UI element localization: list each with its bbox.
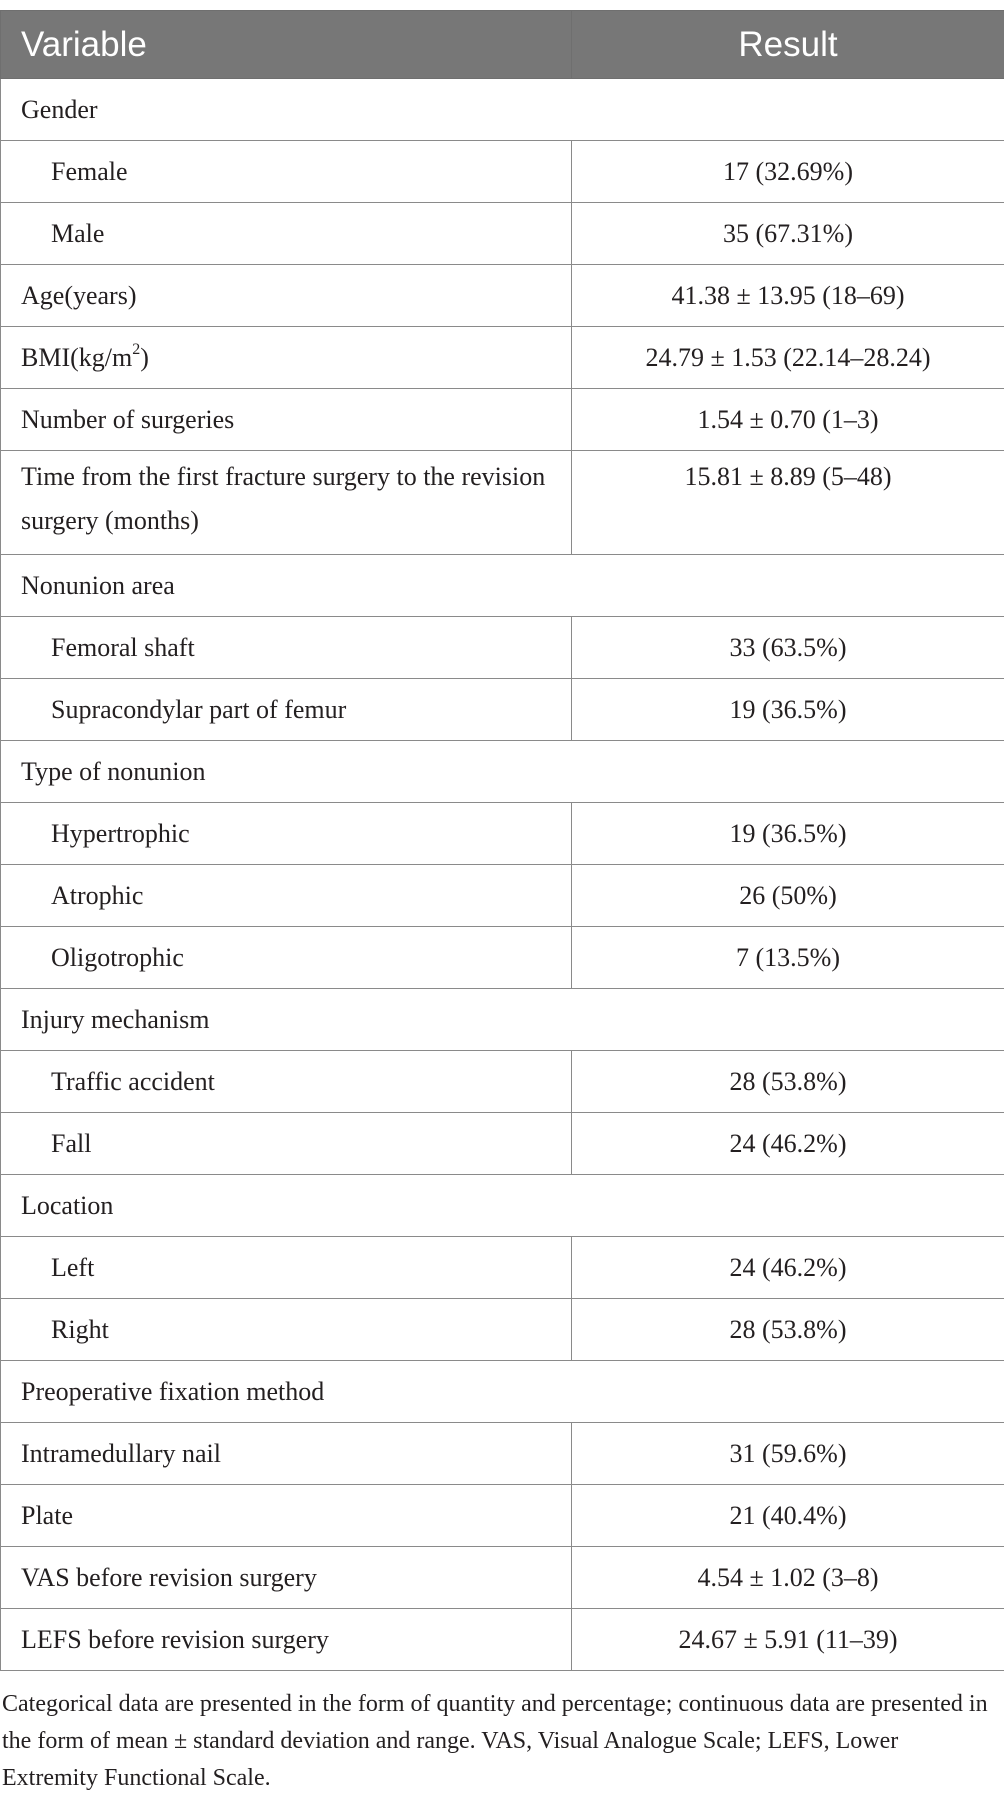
- table-row: [1, 1113, 1004, 1175]
- table-row: [1, 1051, 1004, 1113]
- variable-label-superscript: 2: [132, 341, 140, 358]
- table-header: [1, 11, 1004, 79]
- table-row: [1, 803, 1004, 865]
- table-row: [1, 1175, 1004, 1237]
- variable-cell: Hypertrophic: [1, 803, 572, 865]
- group-label: Nonunion area: [1, 555, 1004, 617]
- result-cell: 1.54 ± 0.70 (1–3): [572, 389, 1004, 451]
- variable-cell: Atrophic: [1, 865, 572, 927]
- table-row: [1, 141, 1004, 203]
- result-cell: 24.67 ± 5.91 (11–39): [572, 1609, 1004, 1671]
- variable-cell: Number of surgeries: [1, 389, 572, 451]
- variable-cell: Time from the first fracture surgery to the revision surgery (months): [1, 451, 572, 555]
- table-row: [1, 679, 1004, 741]
- table-row: [1, 1299, 1004, 1361]
- result-cell: 17 (32.69%): [572, 141, 1004, 203]
- group-label: Gender: [1, 79, 1004, 141]
- variable-cell: Supracondylar part of femur: [1, 679, 572, 741]
- result-cell: 24 (46.2%): [572, 1237, 1004, 1299]
- result-cell: 24 (46.2%): [572, 1113, 1004, 1175]
- variable-cell: Oligotrophic: [1, 927, 572, 989]
- table-row: [1, 203, 1004, 265]
- table-row: [1, 79, 1004, 141]
- table-row: [1, 1423, 1004, 1485]
- variable-cell: Fall: [1, 1113, 572, 1175]
- header-row: [1, 11, 1004, 79]
- table-row: [1, 617, 1004, 679]
- variable-cell: LEFS before revision surgery: [1, 1609, 572, 1671]
- result-cell: 24.79 ± 1.53 (22.14–28.24): [572, 327, 1004, 389]
- result-cell: 26 (50%): [572, 865, 1004, 927]
- table-row: [1, 1609, 1004, 1671]
- group-label: Type of nonunion: [1, 741, 1004, 803]
- variable-cell: [1, 327, 572, 389]
- variable-cell: Femoral shaft: [1, 617, 572, 679]
- group-label: Preoperative fixation method: [1, 1361, 1004, 1423]
- variable-cell: Traffic accident: [1, 1051, 572, 1113]
- table-row: [1, 555, 1004, 617]
- table-row: [1, 327, 1004, 389]
- variable-cell: Intramedullary nail: [1, 1423, 572, 1485]
- table-row: [1, 927, 1004, 989]
- variable-label: BMI(kg/m: [21, 343, 132, 372]
- group-label: Location: [1, 1175, 1004, 1237]
- data-table-container: [0, 10, 1004, 1671]
- table-row: [1, 865, 1004, 927]
- result-cell: 35 (67.31%): [572, 203, 1004, 265]
- result-cell: 33 (63.5%): [572, 617, 1004, 679]
- variable-cell: Male: [1, 203, 572, 265]
- table-footnote: Categorical data are presented in the form of quantity and percentage; continuous data are presented in the form of mean ± standard deviation and range. VAS, Visual Analogue Scale; LEFS, Lower Extremity Functional Scale.: [0, 1686, 992, 1797]
- table-row: [1, 1547, 1004, 1609]
- table-row: [1, 451, 1004, 555]
- table-row: [1, 1485, 1004, 1547]
- table-row: [1, 1361, 1004, 1423]
- table-row: [1, 741, 1004, 803]
- variable-cell: Plate: [1, 1485, 572, 1547]
- result-cell: 31 (59.6%): [572, 1423, 1004, 1485]
- result-cell: 41.38 ± 13.95 (18–69): [572, 265, 1004, 327]
- table-row: [1, 989, 1004, 1051]
- result-cell: 19 (36.5%): [572, 679, 1004, 741]
- result-column-header: Result: [572, 11, 1004, 79]
- result-cell: 4.54 ± 1.02 (3–8): [572, 1547, 1004, 1609]
- variable-cell: VAS before revision surgery: [1, 1547, 572, 1609]
- result-cell: 15.81 ± 8.89 (5–48): [572, 451, 1004, 555]
- variable-label-tail: ): [140, 343, 149, 372]
- table-row: [1, 265, 1004, 327]
- group-label: Injury mechanism: [1, 989, 1004, 1051]
- result-cell: 21 (40.4%): [572, 1485, 1004, 1547]
- result-cell: 7 (13.5%): [572, 927, 1004, 989]
- patient-characteristics-table: [0, 10, 1004, 1671]
- variable-cell: Age(years): [1, 265, 572, 327]
- variable-cell: Left: [1, 1237, 572, 1299]
- variable-cell: Right: [1, 1299, 572, 1361]
- table-row: [1, 389, 1004, 451]
- variable-cell: Female: [1, 141, 572, 203]
- result-cell: 19 (36.5%): [572, 803, 1004, 865]
- variable-column-header: Variable: [1, 11, 572, 79]
- table-body: [1, 79, 1004, 1671]
- result-cell: 28 (53.8%): [572, 1051, 1004, 1113]
- result-cell: 28 (53.8%): [572, 1299, 1004, 1361]
- table-row: [1, 1237, 1004, 1299]
